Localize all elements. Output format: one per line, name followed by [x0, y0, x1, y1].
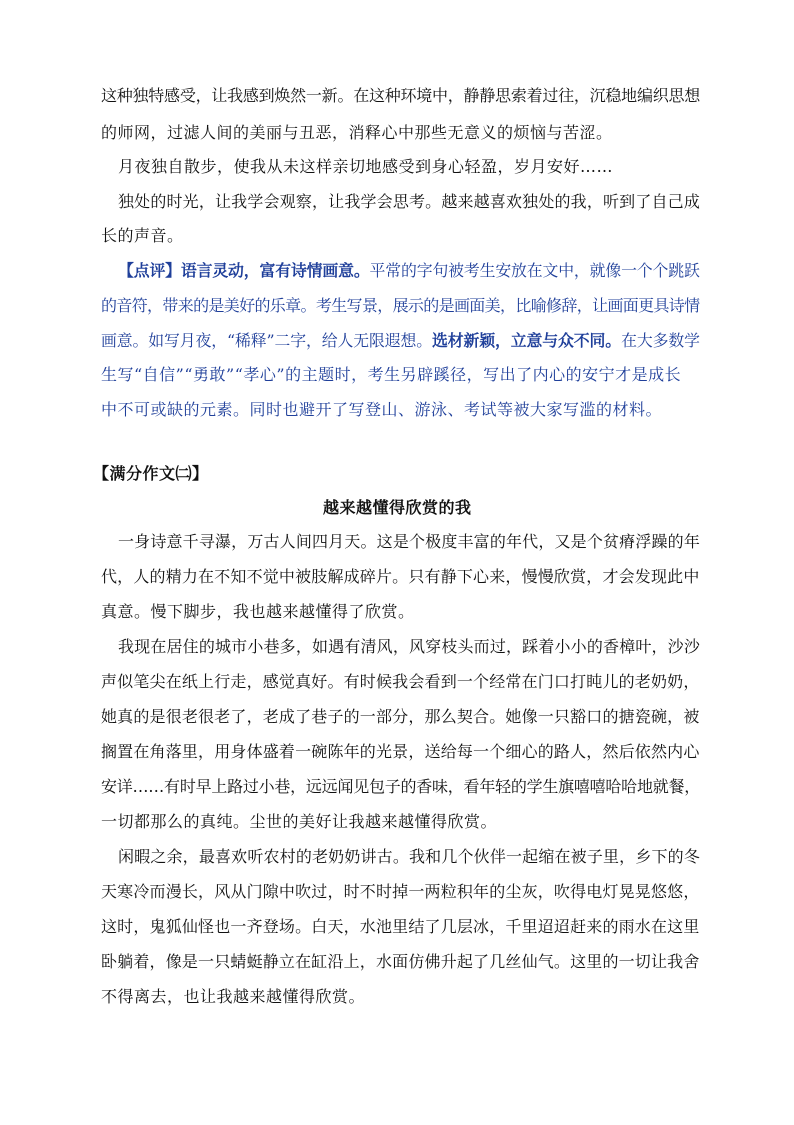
comment-line-1: [118, 261, 700, 281]
essay1-line-1: 这种独特感受，让我感到焕然一新。在这种环境中，静静思索着过往，沉稳地编织思想: [101, 86, 701, 105]
comment-line-2: 的音符，带来的是美好的乐章。考生写景，展示的是画面美，比喻修辞，让画面更具诗情: [101, 296, 700, 315]
comment-line-5: 中不可或缺的元素。同时也避开了写登山、游泳、考试等被大家写滥的材料。: [101, 400, 663, 419]
comment-label: 【点评】: [118, 261, 181, 280]
essay2-line-1: 一身诗意千寻瀑，万古人间四月天。这是个极度丰富的年代，又是个贫瘠浮躁的年: [118, 532, 701, 551]
essay2-line-9: 一切都那么的真纯。尘世的美好让我越来越懂得欣赏。: [101, 812, 498, 831]
comment-text-1: 平常的字句被考生安放在文中，就像一个个跳跃: [369, 261, 700, 280]
essay2-line-10: 闲暇之余，最喜欢听农村的老奶奶讲古。我和几个伙伴一起缩在被子里，乡下的冬: [118, 847, 701, 866]
essay2-line-12: 这时，鬼狐仙怪也一齐登场。白天，水池里结了几层冰，千里迢迢赶来的雨水在这里: [101, 917, 700, 936]
essay1-line-3: 月夜独自散步，使我从未这样亲切地感受到身心轻盈，岁月安好……: [118, 157, 614, 176]
essay2-line-6: 她真的是很老很老了，老成了巷子的一部分，那么契合。她像一只豁口的搪瓷碗，被: [101, 707, 700, 726]
essay2-line-5: 声似笔尖在纸上行走，感觉真好。有时候我会看到一个经常在门口打盹儿的老奶奶，: [101, 672, 700, 691]
comment-text-3a: 画意。如写月夜，“稀释”二字，给人无限遐想。: [101, 331, 433, 350]
essay2-line-2: 代，人的精力在不知不觉中被肢解成碎片。只有静下心来，慢慢欣赏，才会发现此中: [101, 567, 700, 586]
essay2-line-3: 真意。慢下脚步，我也越来越懂得了欣赏。: [101, 602, 415, 621]
essay2-line-8: 安详……有时早上路过小巷，远远闻见包子的香味，看年轻的学生旗嘻嘻哈哈地就餐，: [101, 777, 701, 796]
comment-bold-3: 选材新颖，立意与众不同。: [432, 331, 622, 350]
comment-bold-1: 语言灵动，富有诗情画意。: [180, 261, 370, 280]
comment-line-3: [101, 331, 700, 351]
comment-text-3b: 在大多数学: [621, 331, 700, 350]
essay2-line-7: 搁置在角落里，用身体盛着一碗陈年的光景，送给每一个细心的路人，然后依然内心: [101, 742, 700, 761]
essay2-line-4: 我现在居住的城市小巷多，如遇有清风，风穿枝头而过，踩着小小的香樟叶，沙沙: [118, 637, 701, 656]
essay1-line-5: 长的声音。: [101, 226, 184, 245]
essay2-line-11: 天寒冷而漫长，风从门隙中吹过，时不时掉一两粒积年的尘灰，吹得电灯晃晃悠悠，: [101, 882, 700, 901]
essay2-line-13: 卧躺着，像是一只蜻蜓静立在缸沿上，水面仿佛升起了几丝仙气。这里的一切让我舍: [101, 952, 700, 971]
essay1-line-4: 独处的时光，让我学会观察，让我学会思考。越来越喜欢独处的我，听到了自己成: [118, 192, 701, 211]
section-heading: 【满分作文㈡】: [93, 464, 209, 483]
essay1-line-2: 的师网，过滤人间的美丽与丑恶，消释心中那些无意义的烦恼与苦涩。: [101, 123, 613, 142]
comment-line-4: 生写“自信”“勇敢”“孝心”的主题时，考生另辟蹊径，写出了内心的安宁才是成长: [101, 365, 682, 384]
essay2-line-14: 不得离去，也让我越来越懂得欣赏。: [101, 987, 366, 1006]
essay-title: 越来越懂得欣赏的我: [323, 498, 472, 517]
